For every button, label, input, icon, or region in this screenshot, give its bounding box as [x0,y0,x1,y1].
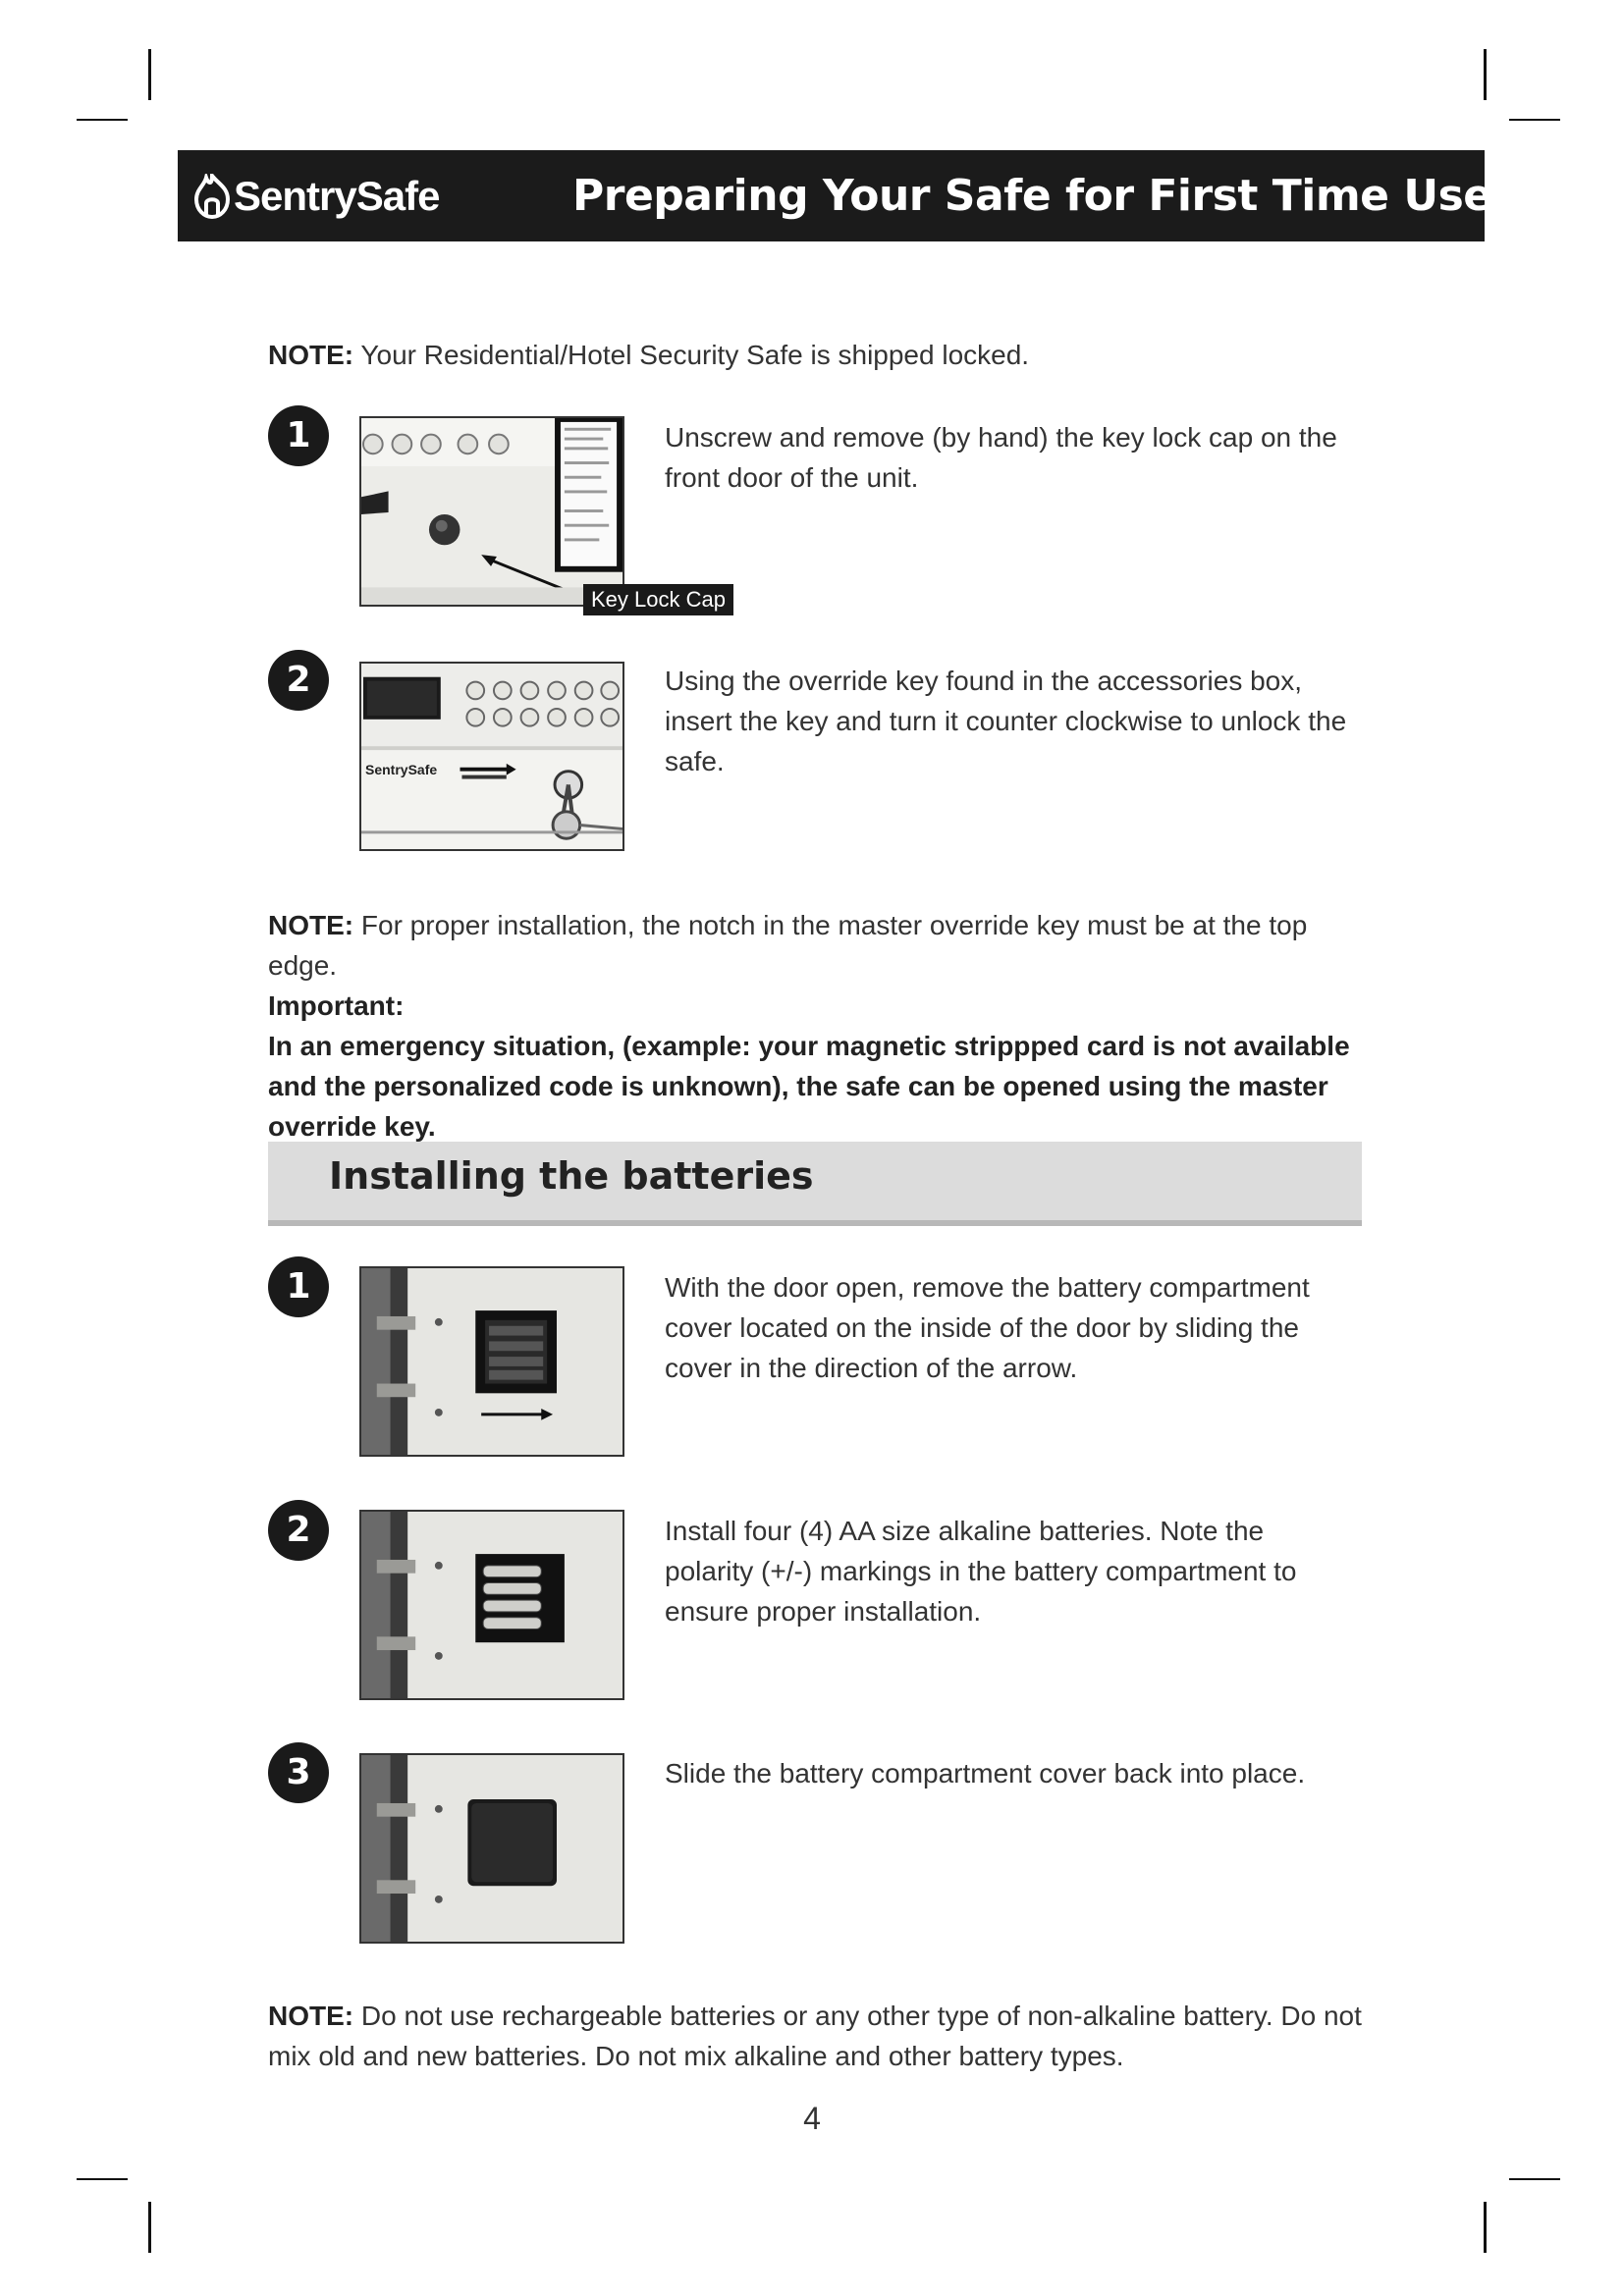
brand-logo [192,167,439,226]
crop-mark [1509,2178,1560,2180]
crop-mark [1484,49,1487,100]
note-label: NOTE: [268,2001,354,2031]
step-instruction: Unscrew and remove (by hand) the key lock cap on the front door of the unit. [665,422,1337,493]
note-text: Do not use rechargeable batteries or any other type of non-alkaline battery. Do not mix old and new batteries. Do not mix alkaline and other battery types. [268,2001,1362,2071]
crop-mark [77,2178,128,2180]
note-battery-types [268,1996,1368,2076]
step-number-badge: 2 [268,650,329,711]
note-text: For proper installation, the notch in the master override key must be at the top edge. [268,910,1308,981]
important-heading: Important: [268,990,405,1021]
section-title: Installing the batteries [329,1154,814,1198]
replace-cover-image [359,1753,624,1944]
step-instruction: Using the override key found in the accessories box, insert the key and turn it counter clockwise to unlock the safe. [665,666,1347,776]
page-number: 4 [803,2101,821,2136]
step-number-badge: 1 [268,1256,329,1317]
important-text: In an emergency situation, (example: your magnetic strippped card is not available and the personalized code is unknown), the safe can be opened using the master override key. [268,1031,1350,1142]
step-number-badge: 1 [268,405,329,466]
step-number-badge: 3 [268,1742,329,1803]
crop-mark [1509,119,1560,121]
note-shipped-locked [268,335,1368,375]
crop-mark [77,119,128,121]
note-text: Your Residential/Hotel Security Safe is shipped locked. [360,340,1030,370]
image-brand-logo: SentrySafe [365,762,438,777]
page-title: Preparing Your Safe for First Time Use [572,171,1492,221]
key-lock-cap-callout: Key Lock Cap [583,584,733,615]
note-label: NOTE: [268,340,354,370]
step-instruction: Slide the battery compartment cover back into place. [665,1758,1306,1789]
crop-mark [148,49,151,100]
battery-cover-image [359,1266,624,1457]
note-label: NOTE: [268,910,354,940]
note-override-key [268,905,1378,986]
flame-shield-icon [192,174,232,219]
crop-mark [148,2202,151,2253]
install-batteries-image [359,1510,624,1700]
key-lock-cap-image [359,416,624,607]
override-key-image [359,662,624,851]
crop-mark [1484,2202,1487,2253]
step-number-badge: 2 [268,1500,329,1561]
step-instruction: Install four (4) AA size alkaline batteries. Note the polarity (+/-) markings in the battery compartment to ensure proper installation. [665,1516,1297,1627]
logo-text: SentrySafe [234,173,440,219]
step-instruction: With the door open, remove the battery compartment cover located on the inside of the door by sliding the cover in the direction of the arrow. [665,1272,1310,1383]
